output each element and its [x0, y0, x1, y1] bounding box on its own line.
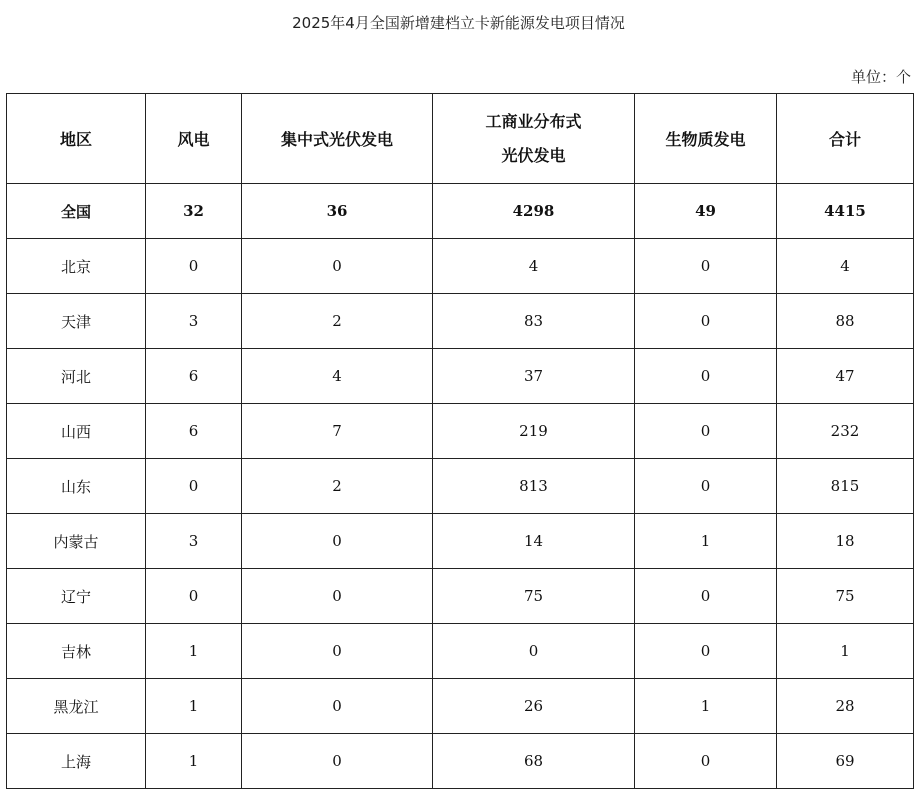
cell-biomass: 0 [635, 349, 777, 404]
table-row [7, 679, 914, 734]
cell-total: 47 [777, 349, 914, 404]
cell-total: 69 [777, 734, 914, 789]
cell-region: 辽宁 [7, 569, 146, 624]
header-ci-distributed-pv [433, 94, 635, 184]
table-row [7, 624, 914, 679]
cell-wind: 0 [146, 459, 242, 514]
cell-wind: 32 [146, 184, 242, 239]
cell-ci-pv: 68 [433, 734, 635, 789]
cell-total: 4415 [777, 184, 914, 239]
header-ci-pv-line1: 工商业分布式 [485, 111, 582, 131]
table-row [7, 734, 914, 789]
table-header [7, 94, 914, 184]
cell-total: 232 [777, 404, 914, 459]
cell-biomass: 49 [635, 184, 777, 239]
cell-region: 河北 [7, 349, 146, 404]
cell-biomass: 1 [635, 514, 777, 569]
cell-total: 28 [777, 679, 914, 734]
cell-wind: 6 [146, 349, 242, 404]
cell-wind: 0 [146, 239, 242, 294]
cell-biomass: 0 [635, 239, 777, 294]
header-row [7, 94, 914, 184]
cell-ci-pv: 0 [433, 624, 635, 679]
cell-ci-pv: 4 [433, 239, 635, 294]
cell-central-pv: 7 [242, 404, 433, 459]
cell-region: 北京 [7, 239, 146, 294]
cell-total: 88 [777, 294, 914, 349]
project-statistics-table [6, 93, 914, 789]
cell-ci-pv: 83 [433, 294, 635, 349]
cell-wind: 1 [146, 734, 242, 789]
cell-region: 山西 [7, 404, 146, 459]
cell-ci-pv: 37 [433, 349, 635, 404]
cell-central-pv: 0 [242, 624, 433, 679]
cell-central-pv: 0 [242, 679, 433, 734]
cell-central-pv: 0 [242, 734, 433, 789]
cell-region: 内蒙古 [7, 514, 146, 569]
cell-ci-pv: 26 [433, 679, 635, 734]
unit-label: 单位：个 [850, 68, 911, 86]
cell-region: 上海 [7, 734, 146, 789]
cell-ci-pv: 14 [433, 514, 635, 569]
cell-central-pv: 36 [242, 184, 433, 239]
cell-biomass: 0 [635, 734, 777, 789]
cell-total: 1 [777, 624, 914, 679]
header-central-pv: 集中式光伏发电 [242, 94, 433, 184]
document-title: 2025年4月全国新增建档立卡新能源发电项目情况 [292, 14, 625, 32]
cell-wind: 3 [146, 514, 242, 569]
cell-biomass: 0 [635, 569, 777, 624]
table-body [7, 184, 914, 789]
table-row [7, 294, 914, 349]
cell-wind: 1 [146, 624, 242, 679]
cell-ci-pv: 4298 [433, 184, 635, 239]
header-biomass: 生物质发电 [635, 94, 777, 184]
cell-wind: 6 [146, 404, 242, 459]
cell-biomass: 0 [635, 294, 777, 349]
table-row [7, 349, 914, 404]
header-region: 地区 [7, 94, 146, 184]
cell-total: 75 [777, 569, 914, 624]
cell-biomass: 0 [635, 459, 777, 514]
cell-total: 18 [777, 514, 914, 569]
cell-total: 4 [777, 239, 914, 294]
cell-central-pv: 2 [242, 459, 433, 514]
cell-biomass: 0 [635, 404, 777, 459]
cell-central-pv: 0 [242, 514, 433, 569]
table-row [7, 569, 914, 624]
cell-region: 天津 [7, 294, 146, 349]
cell-region: 黑龙江 [7, 679, 146, 734]
cell-wind: 0 [146, 569, 242, 624]
header-wind: 风电 [146, 94, 242, 184]
cell-biomass: 1 [635, 679, 777, 734]
header-total: 合计 [777, 94, 914, 184]
table-row [7, 459, 914, 514]
cell-biomass: 0 [635, 624, 777, 679]
cell-central-pv: 4 [242, 349, 433, 404]
cell-wind: 1 [146, 679, 242, 734]
cell-total: 815 [777, 459, 914, 514]
table-row [7, 404, 914, 459]
cell-region: 山东 [7, 459, 146, 514]
header-ci-pv-line2: 光伏发电 [501, 145, 566, 165]
table-row [7, 514, 914, 569]
cell-region: 吉林 [7, 624, 146, 679]
cell-wind: 3 [146, 294, 242, 349]
cell-ci-pv: 219 [433, 404, 635, 459]
table-row-national [7, 184, 914, 239]
cell-central-pv: 2 [242, 294, 433, 349]
cell-ci-pv: 75 [433, 569, 635, 624]
table-row [7, 239, 914, 294]
cell-ci-pv: 813 [433, 459, 635, 514]
cell-central-pv: 0 [242, 239, 433, 294]
cell-central-pv: 0 [242, 569, 433, 624]
cell-region: 全国 [7, 184, 146, 239]
